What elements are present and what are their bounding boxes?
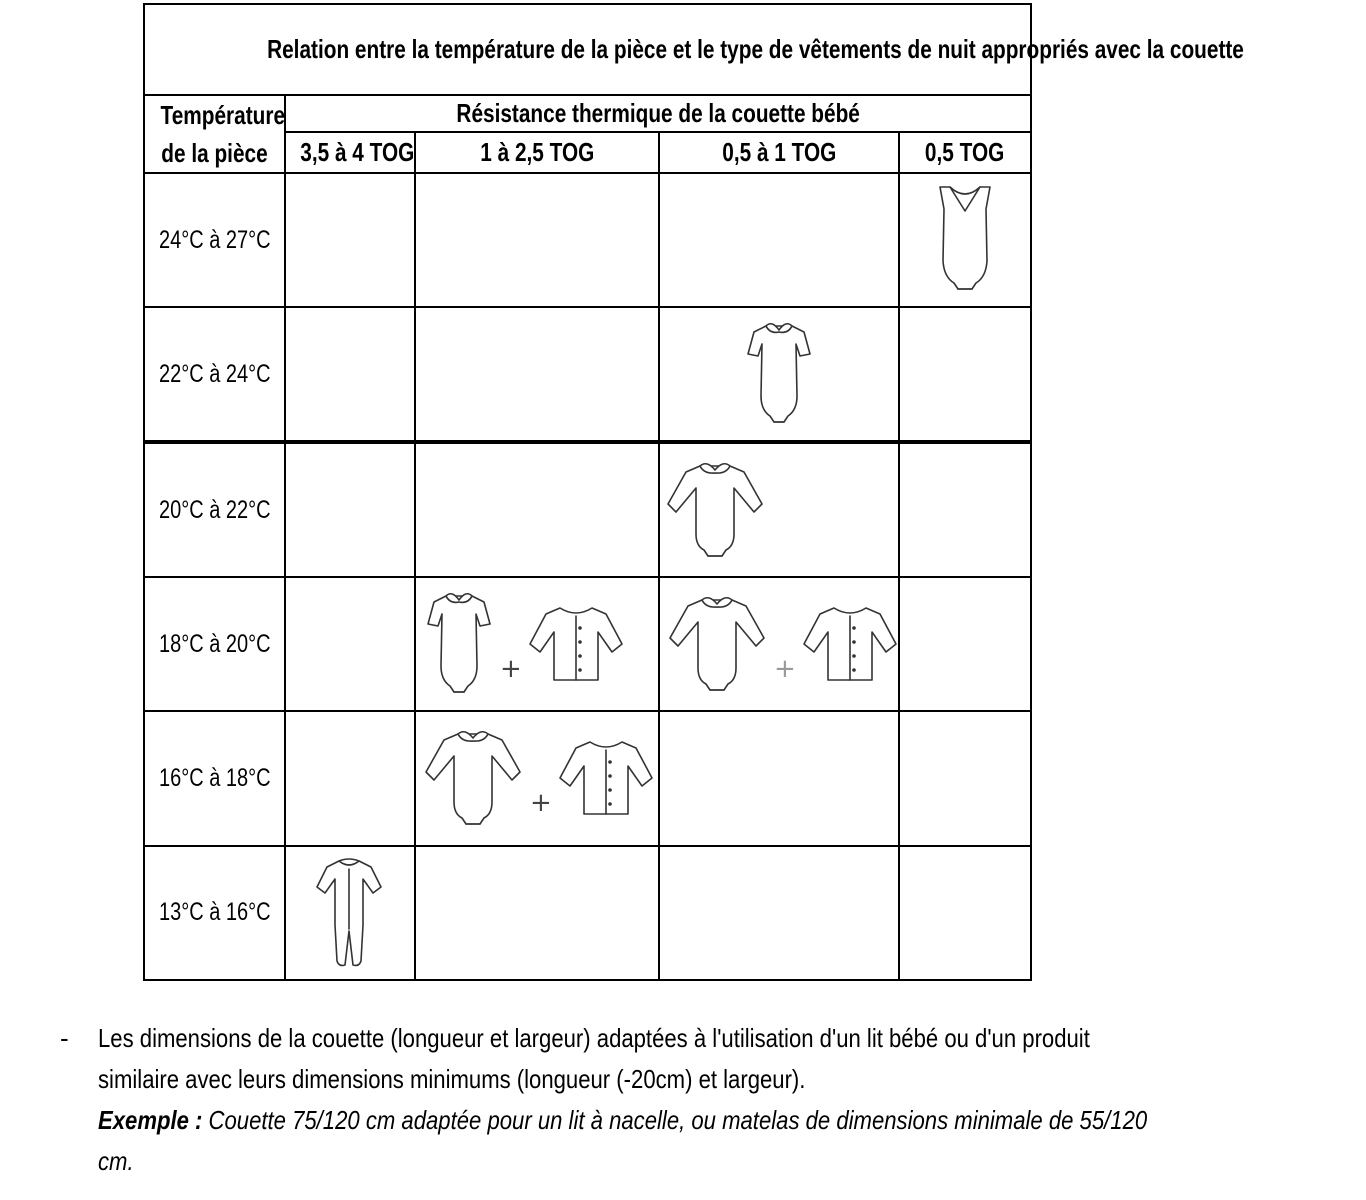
clothing-cell (415, 711, 659, 845)
clothing-cell (899, 173, 1031, 307)
cardigan-icon (802, 602, 898, 686)
temperature-header-line1: Température (160, 100, 286, 130)
clothing-cell (899, 442, 1031, 577)
tog-label: 0,5 TOG (925, 136, 1005, 167)
temperature-header-line2: de la pièce (161, 138, 268, 168)
table-row (144, 577, 1031, 711)
temperature-cell (144, 173, 285, 307)
tog-header-1 (285, 132, 415, 173)
table-title-cell (144, 4, 1244, 95)
long-sleeve-bodysuit-icon (668, 592, 768, 696)
tog-label: 1 à 2,5 TOG (479, 136, 595, 167)
cardigan-icon (558, 736, 654, 820)
table-row (144, 173, 1031, 307)
long-sleeve-bodysuit-icon (424, 726, 524, 830)
temperature-cell (144, 307, 285, 442)
sleeveless-bodysuit-icon (932, 181, 998, 299)
clothing-cell (659, 577, 899, 711)
temperature-header (144, 95, 285, 173)
tog-header-2 (415, 132, 659, 173)
table-row (144, 307, 1031, 442)
plus-sign: + (500, 654, 522, 685)
bullet-dash: - (60, 1023, 69, 1053)
temperature-range: 22°C à 24°C (158, 359, 271, 388)
clothing-cell (899, 846, 1031, 980)
clothing-cell (415, 846, 659, 980)
temperature-range: 20°C à 22°C (158, 495, 271, 524)
temperature-range: 18°C à 20°C (158, 629, 271, 658)
example-text: Couette 75/120 cm adaptée pour un lit à nacelle, ou matelas de dimensions minimale de 55/120 (202, 1105, 1148, 1135)
table-row (144, 442, 1031, 577)
clothing-cell (659, 442, 899, 577)
tog-label: 0,5 à 1 TOG (721, 136, 837, 167)
temperature-range: 13°C à 16°C (158, 898, 271, 927)
temperature-cell (144, 846, 285, 980)
table-row (144, 846, 1031, 980)
clothing-cell (899, 577, 1031, 711)
clothing-cell (899, 307, 1031, 442)
footed-sleepsuit-icon (313, 855, 387, 971)
notes-line-2: similaire avec leurs dimensions minimums (longueur (-20cm) et largeur). (98, 1064, 806, 1094)
short-sleeve-bodysuit-icon (744, 318, 814, 430)
notes-line-1: Les dimensions de la couette (longueur et largeur) adaptées à l'utilisation d'un lit bébé ou d'un produit (98, 1023, 1090, 1053)
short-sleeve-bodysuit-icon (424, 588, 494, 700)
temperature-tog-table (143, 3, 1244, 981)
long-sleeve-bodysuit-icon (666, 458, 766, 562)
clothing-cell (415, 442, 659, 577)
example-line-1 (98, 1100, 1148, 1141)
clothing-cell (659, 173, 899, 307)
tog-header-3 (659, 132, 899, 173)
temperature-range: 16°C à 18°C (158, 763, 271, 792)
example-line-2: cm. (98, 1146, 134, 1176)
clothing-cell (285, 846, 415, 980)
plus-sign: + (530, 788, 552, 819)
clothing-cell (285, 442, 415, 577)
clothing-cell (415, 173, 659, 307)
plus-sign: + (774, 654, 796, 685)
temperature-range: 24°C à 27°C (158, 225, 271, 254)
clothing-cell (285, 711, 415, 845)
clothing-cell (659, 711, 899, 845)
clothing-cell (285, 307, 415, 442)
clothing-cell (285, 577, 415, 711)
tog-label: 3,5 à 4 TOG (300, 136, 415, 167)
temperature-cell (144, 442, 285, 577)
clothing-cell (659, 846, 899, 980)
temperature-cell (144, 577, 285, 711)
resistance-header (285, 95, 1031, 132)
table-title: Relation entre la température de la pièce et le type de vêtements de nuit appropriés avec la couette (267, 34, 1244, 64)
table-row (144, 711, 1031, 845)
tog-header-4 (899, 132, 1031, 173)
clothing-cell (899, 711, 1031, 845)
clothing-cell (415, 307, 659, 442)
clothing-cell (415, 577, 659, 711)
temperature-cell (144, 711, 285, 845)
notes-block (60, 1018, 1160, 1182)
clothing-cell (659, 307, 899, 442)
resistance-header-label: Résistance thermique de la couette bébé (456, 97, 860, 128)
cardigan-icon (528, 602, 624, 686)
example-label: Exemple : (98, 1105, 203, 1135)
clothing-cell (285, 173, 415, 307)
